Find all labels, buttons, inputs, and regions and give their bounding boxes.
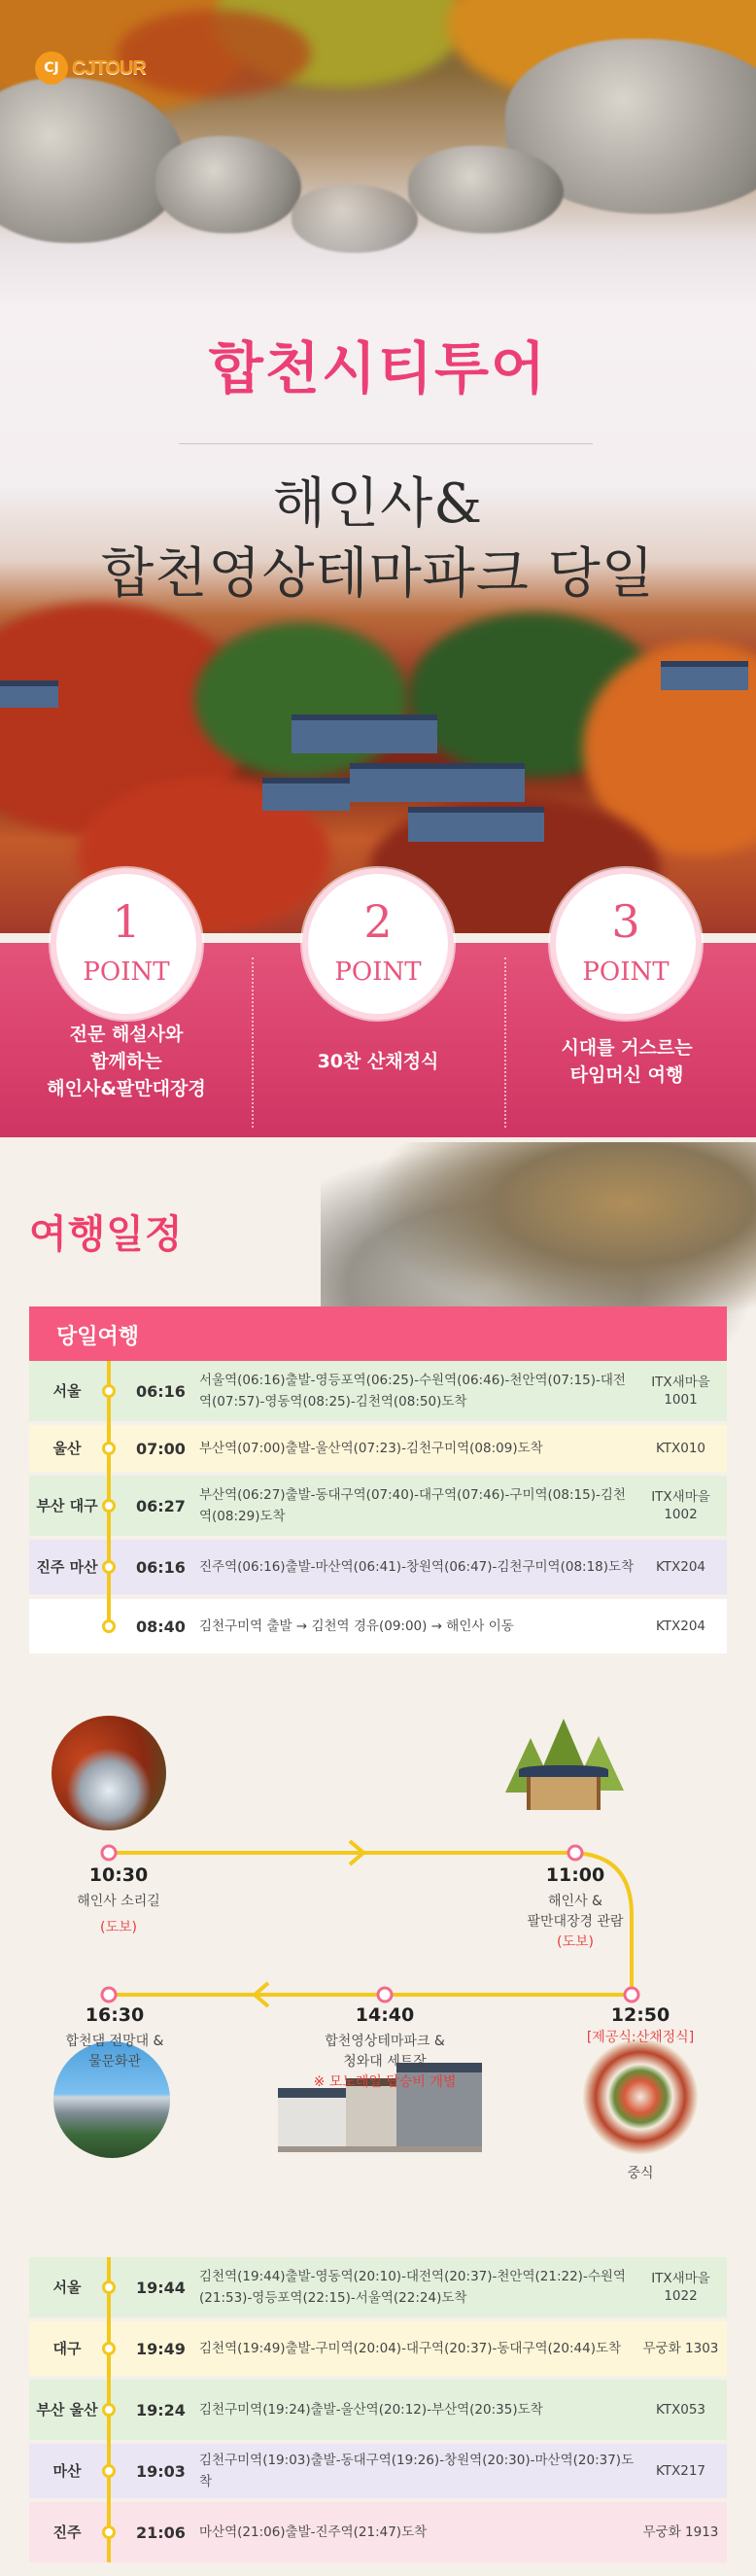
point-label: POINT [83, 957, 170, 987]
point-number: 1 [112, 895, 141, 948]
timeline-dot [102, 2342, 116, 2355]
timeline-dot [102, 1560, 116, 1574]
route: 김천역(19:44)출발-영동역(20:10)-대전역(20:37)-천안역(21:22)-수원역(21:53)-영등포역(22:15)-서울역(22:24)도착 [199, 2269, 626, 2306]
route-path-lower [109, 1993, 632, 1995]
train: KTX204 [655, 1559, 706, 1575]
train: ITX새마을 1001 [651, 1375, 710, 1408]
table-row [29, 2321, 727, 2376]
time: 06:16 [136, 1381, 186, 1401]
route: 진주역(06:16)출발-마산역(06:41)-창원역(06:47)-김천구미역(08:18)도착 [199, 1559, 635, 1575]
table-row [29, 1540, 727, 1594]
route: 김천역(19:49)출발-구미역(20:04)-대구역(20:37)-동대구역(20:44)도착 [199, 2341, 622, 2356]
city: 진주 마산 [36, 1557, 98, 1576]
stop-name: 해인사 소리길 [77, 1894, 160, 1909]
stop-note: (도보) [557, 1934, 594, 1950]
itinerary-heading: 여행일정 [29, 1212, 184, 1257]
stop-dot [102, 1846, 116, 1860]
time: 19:44 [136, 2278, 186, 2297]
train: KTX053 [655, 2402, 706, 2418]
stop-1 [21, 1864, 216, 1938]
sori-trail-photo [52, 1716, 166, 1830]
stop-note: ※ 모노레일 탑승비 개별 [313, 2074, 457, 2090]
time: 19:03 [136, 2461, 186, 2481]
route: 마산역(21:06)출발-진주역(21:47)도착 [199, 2524, 428, 2540]
point-2-description [261, 1048, 495, 1075]
desc-line: 시대를 거스르는 [561, 1037, 693, 1059]
desc-line: 30찬 산채정식 [317, 1051, 439, 1072]
stop-dot [102, 1988, 116, 2002]
stop-2 [478, 1864, 672, 1953]
timeline-dot [102, 1384, 116, 1398]
logo-text: CJTOUR [72, 56, 146, 79]
title-divider [179, 443, 593, 444]
desc-line: 해인사&팔만대장경 [47, 1078, 206, 1099]
sanchae-meal-photo [583, 2039, 698, 2154]
timeline-dot [102, 2280, 116, 2294]
desc-line: 전문 해설사와 [69, 1024, 184, 1045]
point-label: POINT [582, 957, 670, 987]
city: 대구 [52, 2339, 82, 2357]
city: 서울 [52, 2278, 82, 2296]
points-divider [504, 957, 506, 1128]
table-row [29, 2380, 727, 2440]
timeline-dot [102, 2525, 116, 2539]
stop-dot [568, 1846, 582, 1860]
time: 06:16 [136, 1557, 186, 1577]
point-number: 3 [611, 895, 640, 948]
table-row [29, 2502, 727, 2562]
train: 무궁화 1303 [642, 2341, 719, 2356]
stop-dot [625, 1988, 638, 2002]
route: 김천구미역(19:24)출발-울산역(20:12)-부산역(20:35)도착 [199, 2402, 543, 2418]
stop-name: 팔만대장경 관람 [527, 1914, 624, 1930]
stop-dot [378, 1988, 392, 2002]
city: 부산 울산 [36, 2400, 98, 2419]
city: 서울 [52, 1381, 82, 1400]
outbound-table-header: 당일여행 [29, 1306, 727, 1361]
stop-note: [제공식:산채정식] [586, 2030, 695, 2045]
table-row [29, 2257, 727, 2317]
timeline-dot [102, 2464, 116, 2478]
point-2-badge [302, 868, 454, 1020]
point-3-badge [550, 868, 702, 1020]
time: 21:06 [136, 2523, 186, 2542]
stop-time: 11:00 [545, 1864, 605, 1886]
train: ITX새마을 1002 [651, 1489, 710, 1522]
stop-name: 중식 [627, 2166, 654, 2181]
subtitle-line-1: 해인사& [272, 472, 484, 536]
stop-time: 16:30 [85, 2004, 145, 2026]
route: 김천구미역(19:03)출발-동대구역(19:26)-창원역(20:30)-마산역(20:37)도착 [199, 2453, 635, 2489]
stop-name: 물문화관 [87, 2054, 142, 2070]
train: KTX217 [655, 2463, 706, 2479]
point-number: 2 [363, 895, 393, 948]
train: 무궁화 1913 [642, 2524, 719, 2540]
page-title: 합천시티투어 [208, 335, 548, 401]
table-row [29, 1361, 727, 1421]
point-3-description [510, 1034, 743, 1089]
cjtour-logo[interactable] [35, 51, 181, 86]
route: 서울역(06:16)출발-영등포역(06:25)-수원역(06:46)-천안역(07:15)-대전역(07:57)-영동역(08:25)-김천역(08:50)도착 [199, 1373, 626, 1410]
temple-illustration-icon [505, 1719, 622, 1816]
stop-time: 14:40 [355, 2004, 415, 2026]
point-1-description [10, 1021, 243, 1102]
points-divider [252, 957, 254, 1128]
table-row [29, 2444, 727, 2498]
logo-mark: CJ [35, 52, 68, 85]
time: 08:40 [136, 1617, 186, 1636]
outbound-timeline-line [107, 1361, 111, 1633]
stop-name: 해인사 & [548, 1894, 602, 1909]
stop-3-name [543, 2158, 738, 2184]
stop-name: 합천영상테마파크 & [325, 2034, 445, 2049]
desc-line: 함께하는 [90, 1051, 162, 1072]
time: 19:49 [136, 2339, 186, 2358]
point-1-badge [51, 868, 202, 1020]
time: 06:27 [136, 1496, 186, 1515]
train: KTX204 [655, 1619, 706, 1634]
route: 김천구미역 출발 → 김천역 경유(09:00) → 해인사 이동 [199, 1619, 514, 1634]
hero-banner [0, 0, 756, 933]
stop-4 [288, 2004, 482, 2093]
train: KTX010 [655, 1441, 706, 1456]
route: 부산역(06:27)출발-동대구역(07:40)-대구역(07:46)-구미역(08:15)-김천역(08:29)도착 [199, 1487, 626, 1524]
stop-time: 12:50 [610, 2004, 670, 2026]
time: 19:24 [136, 2400, 186, 2419]
stop-time: 10:30 [88, 1864, 149, 1886]
desc-line: 타임머신 여행 [569, 1064, 684, 1086]
point-label: POINT [334, 957, 422, 987]
city: 부산 대구 [36, 1496, 98, 1514]
city: 마산 [52, 2461, 82, 2480]
subtitle-line-2: 합천영상테마파크 당일 [101, 542, 655, 606]
stop-note: (도보) [100, 1920, 137, 1935]
timeline-dot [102, 1499, 116, 1513]
stop-5 [17, 2004, 212, 2072]
timeline-dot [102, 1442, 116, 1455]
table-row [29, 1425, 727, 1472]
stop-3 [543, 2004, 738, 2048]
train: ITX새마을 1022 [651, 2271, 710, 2304]
table-row [29, 1476, 727, 1536]
city: 울산 [52, 1439, 82, 1457]
time: 07:00 [136, 1439, 186, 1458]
route: 부산역(07:00)출발-울산역(07:23)-김천구미역(08:09)도착 [199, 1441, 543, 1456]
city: 진주 [52, 2523, 82, 2541]
stop-name: 청와대 세트장 [343, 2054, 427, 2070]
timeline-dot [102, 2403, 116, 2417]
stop-name: 합천댐 전망대 & [65, 2034, 164, 2049]
